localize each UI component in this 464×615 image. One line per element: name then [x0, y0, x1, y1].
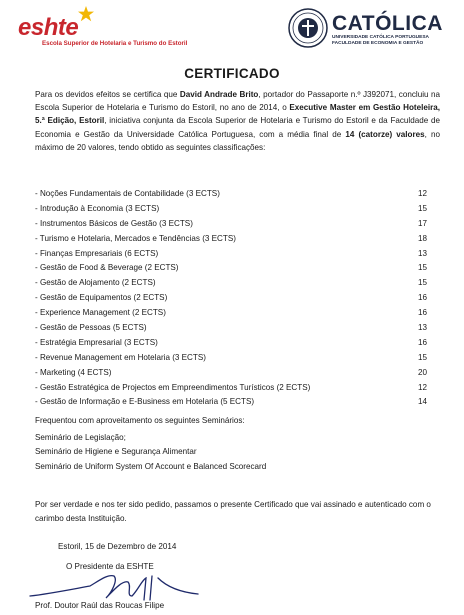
course-grade: 15 — [417, 263, 427, 273]
course-grade: 20 — [417, 367, 427, 377]
course-name: - Experience Management (2 ECTS) — [35, 308, 166, 318]
course-name: - Noções Fundamentais de Contabilidade (3 ECTS) — [35, 189, 220, 198]
course-grade: 16 — [417, 293, 427, 303]
certificate-title: CERTIFICADO — [184, 66, 280, 81]
seminar-item: Seminário de Legislação; — [35, 433, 126, 442]
handwritten-signature — [28, 566, 213, 606]
course-row — [35, 366, 427, 381]
intro-paragraph — [35, 88, 440, 154]
course-row — [35, 351, 427, 366]
course-row — [35, 336, 427, 351]
course-name: - Gestão de Food & Beverage (2 ECTS) — [35, 263, 179, 273]
signer-name: Prof. Doutor Raúl das Roucas Filipe — [35, 601, 165, 610]
course-row — [35, 247, 427, 262]
student-name: David Andrade Brito — [179, 90, 259, 99]
course-row — [35, 261, 427, 276]
intro-text-4: , no máximo de 20 valores, tendo obtido as seguintes classificações: — [35, 129, 440, 152]
final-grade: 14 (catorze) valores — [345, 129, 425, 139]
eshte-wordmark: eshte — [18, 14, 79, 41]
university-seal-icon — [288, 8, 328, 48]
course-name: - Marketing (4 ECTS) — [35, 367, 112, 377]
course-list — [35, 187, 427, 410]
course-grade: 13 — [417, 248, 427, 258]
course-row — [35, 276, 427, 291]
course-grade: 14 — [417, 397, 427, 407]
course-row — [35, 321, 427, 336]
course-grade: 15 — [417, 352, 427, 362]
course-name: - Introdução à Economia (3 ECTS) — [35, 203, 160, 213]
course-grade: 16 — [417, 337, 427, 347]
course-row — [35, 381, 427, 396]
intro-text-2: , portador do Passaporte n.º J392071, concluiu na Escola Superior de Hotelaria e Turismo do Estoril, no ano de 2014, o — [35, 90, 441, 113]
course-name: - Revenue Management em Hotelaria (3 ECTS) — [35, 352, 206, 362]
course-row — [35, 306, 427, 321]
catolica-university-line: UNIVERSIDADE CATÓLICA PORTUGUESA — [332, 35, 430, 40]
course-grade: 13 — [417, 323, 427, 333]
catolica-faculty-line: FACULDADE DE ECONOMIA E GESTÃO — [332, 41, 424, 46]
course-grade: 12 — [417, 189, 427, 198]
seminar-item: Seminário de Higiene e Segurança Alimentar — [35, 447, 197, 457]
course-name: - Gestão Estratégica de Projectos em Empreendimentos Turísticos (2 ECTS) — [35, 382, 311, 392]
course-grade: 17 — [417, 218, 427, 228]
course-grade: 16 — [417, 308, 427, 318]
course-name: - Gestão de Informação e E-Business em Hotelaria (5 ECTS) — [35, 397, 255, 407]
course-row — [35, 202, 427, 217]
seminar-item: Seminário de Uniform System Of Account e Balanced Scorecard — [35, 461, 267, 471]
course-grade: 15 — [417, 278, 427, 288]
issue-date: Estoril, 15 de Dezembro de 2014 — [58, 542, 177, 551]
seminar-list — [35, 431, 266, 474]
course-row — [35, 232, 427, 247]
closing-statement: Por ser verdade e nos ter sido pedido, passamos o presente Certificado que vai assinado e autenticado com o carimbo desta Instituição. — [35, 500, 431, 523]
course-name: - Gestão de Pessoas (5 ECTS) — [35, 323, 147, 333]
course-grade: 15 — [417, 203, 427, 213]
star-icon — [78, 6, 94, 22]
course-row — [35, 217, 427, 232]
seminars-intro: Frequentou com aproveitamento os seguintes Seminários: — [35, 416, 245, 425]
intro-text-1: Para os devidos efeitos se certifica que — [35, 90, 180, 99]
catolica-logo — [288, 8, 458, 52]
course-name: - Finanças Empresariais (6 ECTS) — [35, 248, 159, 258]
course-name: - Estratégia Empresarial (3 ECTS) — [35, 337, 158, 347]
course-name: - Gestão de Alojamento (2 ECTS) — [35, 278, 156, 288]
course-row — [35, 395, 427, 410]
course-grade: 18 — [417, 233, 427, 243]
course-grade: 12 — [417, 382, 427, 392]
course-name: - Gestão de Equipamentos (2 ECTS) — [35, 293, 168, 303]
course-name: - Instrumentos Básicos de Gestão (3 ECTS) — [35, 218, 193, 228]
intro-text-3: , iniciativa conjunta da Escola Superior de Hotelaria e Turismo do Estoril e da Faculdade de Economia e Gestão da Universidade Católica Portuguesa, com a média final de — [35, 116, 441, 139]
course-row — [35, 291, 427, 306]
program-name: Executive Master em Gestão Hoteleira, 5.ª Edição, Estoril — [35, 103, 440, 126]
course-name: - Turismo e Hotelaria, Mercados e Tendências (3 ECTS) — [35, 233, 236, 243]
eshte-subtitle: Escola Superior de Hotelaria e Turismo do Estoril — [42, 40, 188, 47]
president-label: O Presidente da ESHTE — [66, 562, 154, 571]
course-row — [35, 187, 427, 202]
catolica-wordmark: CATÓLICA — [332, 12, 443, 35]
